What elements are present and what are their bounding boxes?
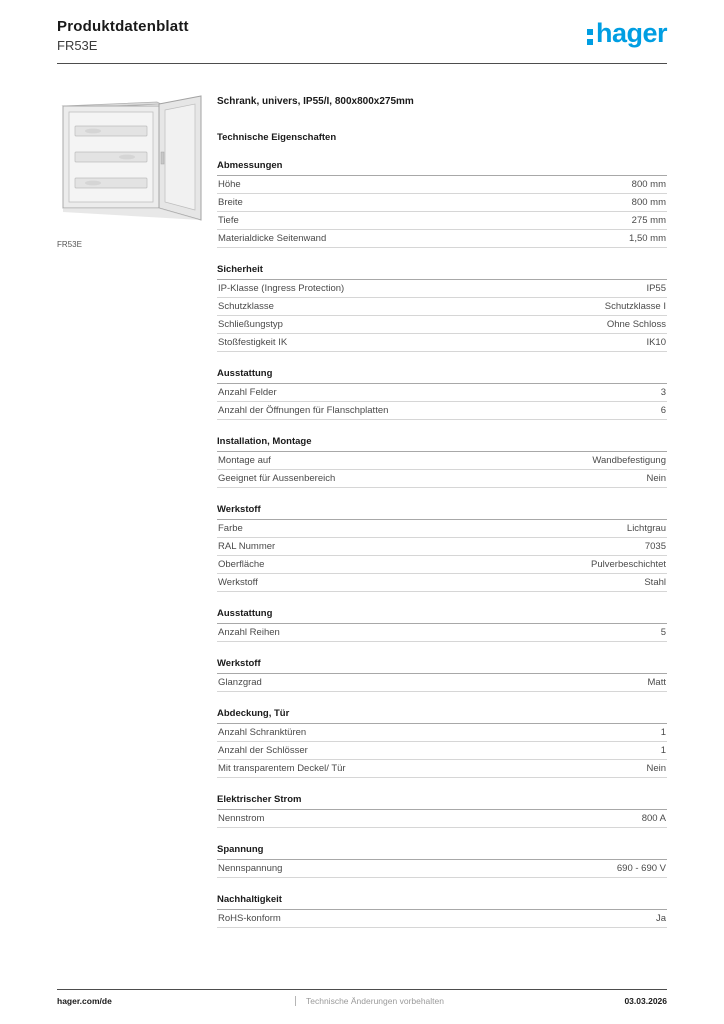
spec-label: Höhe bbox=[218, 179, 241, 190]
spec-value: IP55 bbox=[646, 283, 666, 294]
spec-value: 800 mm bbox=[631, 179, 666, 190]
spec-label: Schutzklasse bbox=[218, 301, 274, 312]
spec-value: Wandbefestigung bbox=[592, 455, 666, 466]
section-title: Spannung bbox=[217, 841, 667, 860]
spec-row bbox=[217, 298, 667, 316]
spec-row bbox=[217, 860, 667, 878]
spec-label: Geeignet für Aussenbereich bbox=[218, 473, 336, 484]
spec-value: Ohne Schloss bbox=[606, 319, 666, 330]
spec-label: Anzahl der Öffnungen für Flanschplatten bbox=[218, 405, 389, 416]
spec-value: 6 bbox=[660, 405, 666, 416]
spec-row bbox=[217, 538, 667, 556]
cabinet-illustration bbox=[57, 92, 205, 232]
spec-label: Nennstrom bbox=[218, 813, 265, 824]
product-name: Schrank, univers, IP55/I, 800x800x275mm bbox=[217, 96, 414, 107]
spec-row bbox=[217, 724, 667, 742]
spec-label: Montage auf bbox=[218, 455, 271, 466]
spec-section bbox=[217, 261, 667, 352]
spec-section bbox=[217, 605, 667, 642]
section-title: Abdeckung, Tür bbox=[217, 705, 667, 724]
document-title: Produktdatenblatt bbox=[57, 18, 189, 35]
section-title: Installation, Montage bbox=[217, 433, 667, 452]
footer-website: hager.com/de bbox=[57, 996, 112, 1006]
hager-logo-colon-icon bbox=[587, 29, 593, 45]
spec-section bbox=[217, 791, 667, 828]
spec-section bbox=[217, 433, 667, 488]
spec-value: Ja bbox=[655, 913, 666, 924]
spec-value: Stahl bbox=[644, 577, 666, 588]
spec-row bbox=[217, 212, 667, 230]
spec-row bbox=[217, 230, 667, 248]
spec-section bbox=[217, 365, 667, 420]
footer bbox=[57, 989, 667, 1006]
spec-column bbox=[217, 96, 667, 928]
spec-value: Pulverbeschichtet bbox=[591, 559, 666, 570]
spec-value: IK10 bbox=[646, 337, 666, 348]
product-reference: FR53E bbox=[57, 38, 98, 53]
spec-section bbox=[217, 841, 667, 878]
hager-logo-text: hager bbox=[595, 18, 667, 48]
footer-date: 03.03.2026 bbox=[624, 996, 667, 1006]
spec-value: 800 mm bbox=[631, 197, 666, 208]
spec-row bbox=[217, 452, 667, 470]
spec-row bbox=[217, 556, 667, 574]
tech-properties-heading: Technische Eigenschaften bbox=[217, 132, 337, 143]
spec-row bbox=[217, 194, 667, 212]
spec-section bbox=[217, 655, 667, 692]
spec-label: Anzahl Schranktüren bbox=[218, 727, 307, 738]
spec-value: 690 - 690 V bbox=[616, 863, 666, 874]
spec-label: Nennspannung bbox=[218, 863, 283, 874]
spec-value: 1 bbox=[660, 727, 666, 738]
section-title: Sicherheit bbox=[217, 261, 667, 280]
spec-label: Anzahl Reihen bbox=[218, 627, 280, 638]
spec-label: Werkstoff bbox=[218, 577, 258, 588]
section-title: Nachhaltigkeit bbox=[217, 891, 667, 910]
spec-value: 1,50 mm bbox=[629, 233, 666, 244]
spec-row bbox=[217, 334, 667, 352]
section-title: Werkstoff bbox=[217, 501, 667, 520]
spec-label: Glanzgrad bbox=[218, 677, 262, 688]
spec-label: Materialdicke Seitenwand bbox=[218, 233, 327, 244]
hager-logo bbox=[587, 20, 667, 47]
product-image-column bbox=[57, 92, 205, 249]
spec-row bbox=[217, 910, 667, 928]
image-caption: FR53E bbox=[57, 240, 82, 249]
spec-value: Matt bbox=[647, 677, 666, 688]
spec-label: Tiefe bbox=[218, 215, 239, 226]
spec-value: 800 A bbox=[641, 813, 666, 824]
section-title: Ausstattung bbox=[217, 365, 667, 384]
spec-section bbox=[217, 501, 667, 592]
spec-label: RAL Nummer bbox=[218, 541, 276, 552]
spec-label: Oberfläche bbox=[218, 559, 265, 570]
spec-label: Breite bbox=[218, 197, 243, 208]
spec-row bbox=[217, 674, 667, 692]
spec-label: Anzahl der Schlösser bbox=[218, 745, 308, 756]
section-title: Ausstattung bbox=[217, 605, 667, 624]
spec-value: Nein bbox=[646, 763, 666, 774]
spec-label: RoHS-konform bbox=[218, 913, 281, 924]
spec-section bbox=[217, 891, 667, 928]
footer-disclaimer: Technische Änderungen vorbehalten bbox=[306, 996, 444, 1006]
spec-row bbox=[217, 470, 667, 488]
spec-label: Stoßfestigkeit IK bbox=[218, 337, 288, 348]
header bbox=[57, 18, 667, 64]
spec-value: 5 bbox=[660, 627, 666, 638]
spec-row bbox=[217, 316, 667, 334]
spec-label: Schließungstyp bbox=[218, 319, 283, 330]
spec-label: IP-Klasse (Ingress Protection) bbox=[218, 283, 345, 294]
spec-value: Schutzklasse I bbox=[604, 301, 666, 312]
section-title: Werkstoff bbox=[217, 655, 667, 674]
spec-value: 275 mm bbox=[631, 215, 666, 226]
spec-value: Lichtgrau bbox=[626, 523, 666, 534]
section-title: Abmessungen bbox=[217, 157, 667, 176]
spec-row bbox=[217, 742, 667, 760]
spec-row bbox=[217, 402, 667, 420]
spec-value: 3 bbox=[660, 387, 666, 398]
spec-row bbox=[217, 520, 667, 538]
footer-divider bbox=[295, 996, 296, 1006]
spec-value: 1 bbox=[660, 745, 666, 756]
spec-row bbox=[217, 384, 667, 402]
spec-row bbox=[217, 760, 667, 778]
spec-row bbox=[217, 176, 667, 194]
spec-row bbox=[217, 624, 667, 642]
spec-value: 7035 bbox=[644, 541, 666, 552]
main-content bbox=[57, 92, 667, 941]
section-title: Elektrischer Strom bbox=[217, 791, 667, 810]
spec-row bbox=[217, 574, 667, 592]
spec-row bbox=[217, 810, 667, 828]
spec-label: Farbe bbox=[218, 523, 243, 534]
spec-sections bbox=[217, 157, 667, 928]
spec-row bbox=[217, 280, 667, 298]
spec-label: Mit transparentem Deckel/ Tür bbox=[218, 763, 346, 774]
spec-label: Anzahl Felder bbox=[218, 387, 277, 398]
spec-section bbox=[217, 157, 667, 248]
spec-value: Nein bbox=[646, 473, 666, 484]
spec-section bbox=[217, 705, 667, 778]
